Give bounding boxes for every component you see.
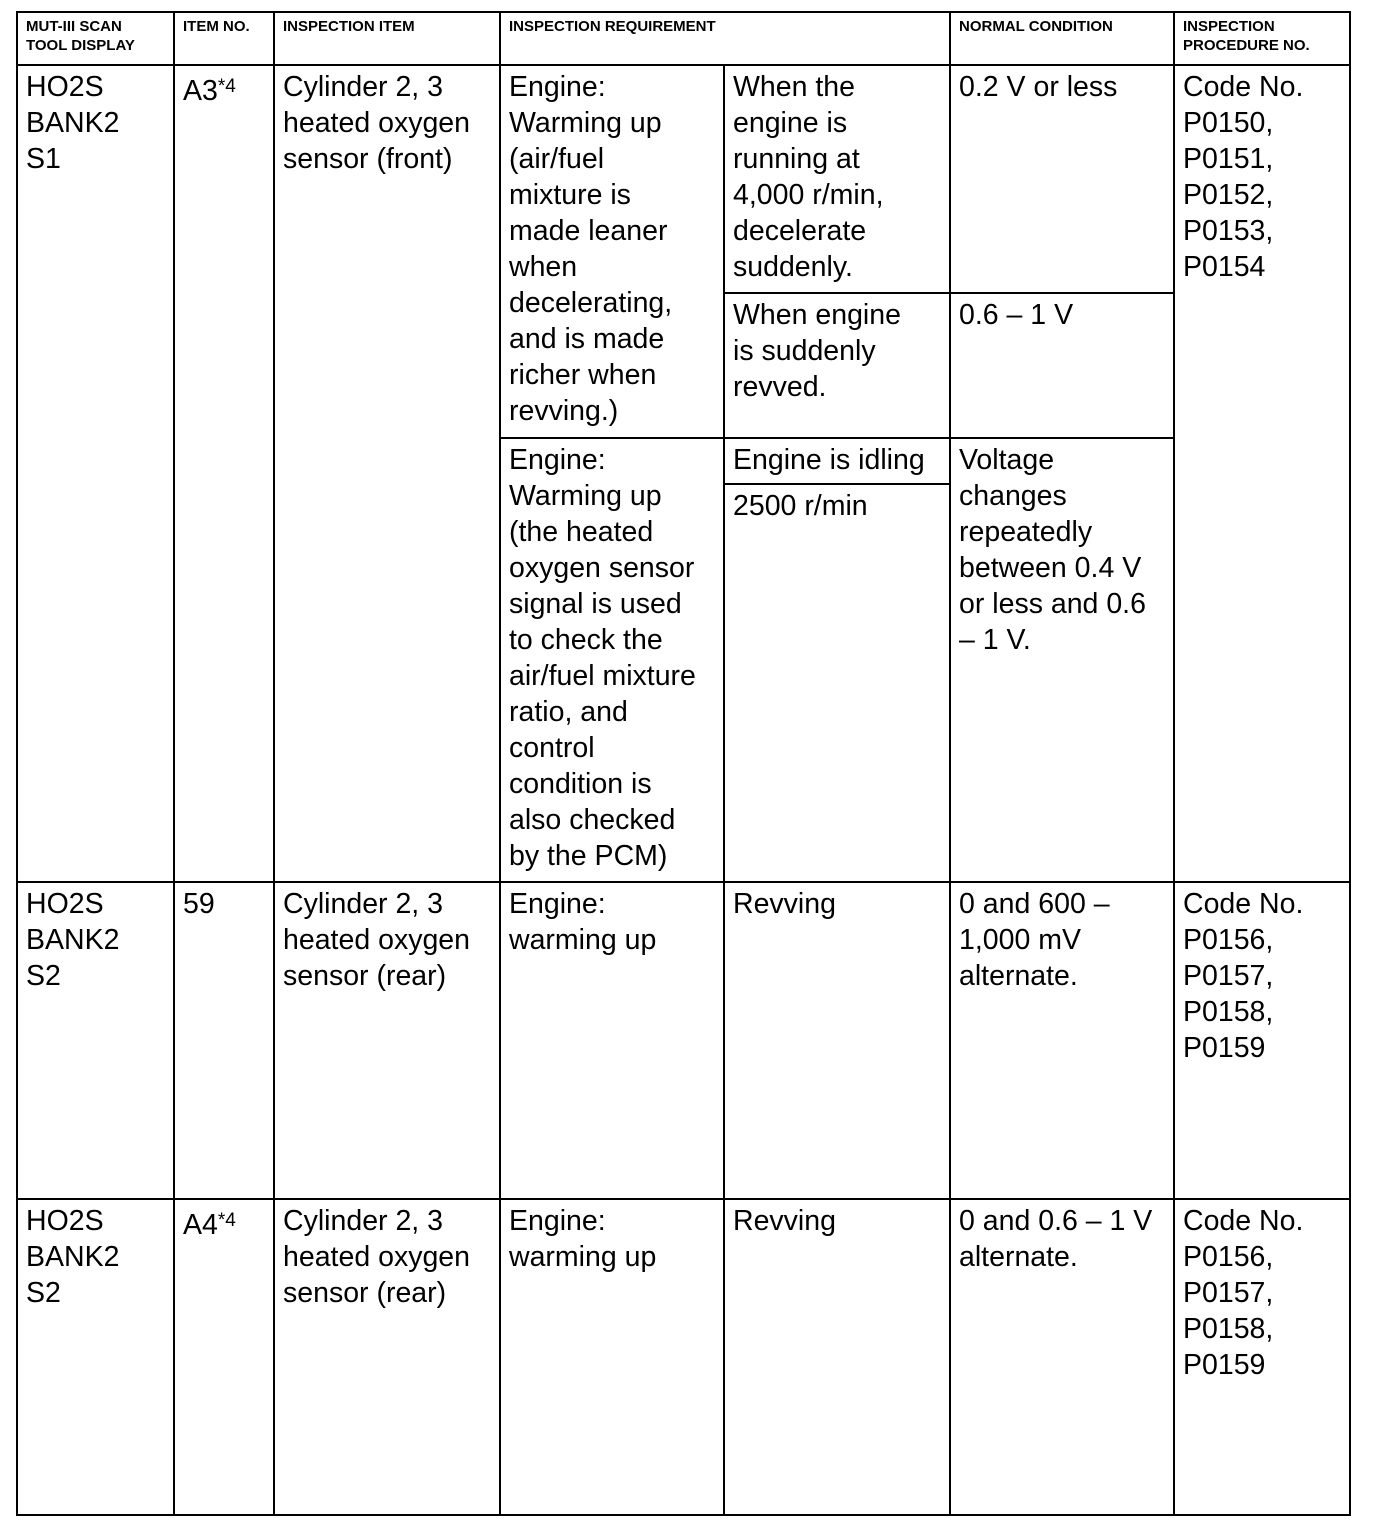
item-no-value: 59	[183, 888, 215, 920]
requirement-detail-cell: Engine is idling	[724, 438, 950, 484]
header-normal-condition: NORMAL CONDITION	[950, 12, 1174, 65]
inspection-table	[16, 11, 1351, 1516]
normal-condition-cell: 0.6 – 1 V	[950, 293, 1174, 438]
procedure-no-cell: Code No. P0150, P0151, P0152, P0153, P0154	[1174, 65, 1350, 882]
requirement-cell: Engine: Warming up (the heated oxygen sensor signal is used to check the air/fuel mixture ratio, and control condition is also checked by the PCM)	[500, 438, 724, 882]
item-no-footnote: *4	[217, 1210, 236, 1231]
header-item-no: ITEM NO.	[174, 12, 274, 65]
header-scan-tool-display: MUT-III SCAN TOOL DISPLAY	[17, 12, 174, 65]
table-row	[17, 882, 1350, 1199]
item-no-cell	[174, 65, 274, 882]
scan-tool-display-cell: HO2S BANK2 S1	[17, 65, 174, 882]
item-no-value: A3	[183, 75, 218, 107]
table-row	[17, 65, 1350, 293]
header-procedure-no: INSPECTION PROCEDURE NO.	[1174, 12, 1350, 65]
header-inspection-requirement: INSPECTION REQUIREMENT	[500, 12, 950, 65]
item-no-cell	[174, 1199, 274, 1515]
normal-condition-cell: Voltage changes repeatedly between 0.4 V or less and 0.6 – 1 V.	[950, 438, 1174, 882]
procedure-no-cell: Code No. P0156, P0157, P0158, P0159	[1174, 882, 1350, 1199]
item-no-cell	[174, 882, 274, 1199]
header-inspection-item: INSPECTION ITEM	[274, 12, 500, 65]
procedure-no-cell: Code No. P0156, P0157, P0158, P0159	[1174, 1199, 1350, 1515]
requirement-detail-cell: When engine is suddenly revved.	[724, 293, 950, 438]
normal-condition-cell: 0 and 600 – 1,000 mV alternate.	[950, 882, 1174, 1199]
requirement-cell: Engine: warming up	[500, 882, 724, 1199]
item-no-footnote: *4	[217, 76, 236, 97]
requirement-detail-cell: When the engine is running at 4,000 r/min, decelerate suddenly.	[724, 65, 950, 293]
table-row	[17, 1199, 1350, 1515]
requirement-detail-cell: 2500 r/min	[724, 484, 950, 882]
inspection-item-cell: Cylinder 2, 3 heated oxygen sensor (rear)	[274, 882, 500, 1199]
item-no-value: A4	[183, 1209, 218, 1241]
requirement-cell: Engine: warming up	[500, 1199, 724, 1515]
inspection-item-cell: Cylinder 2, 3 heated oxygen sensor (rear)	[274, 1199, 500, 1515]
scan-tool-display-cell: HO2S BANK2 S2	[17, 882, 174, 1199]
header-row	[17, 12, 1350, 65]
requirement-detail-cell: Revving	[724, 882, 950, 1199]
requirement-cell: Engine: Warming up (air/fuel mixture is made leaner when decelerating, and is made richer when revving.)	[500, 65, 724, 438]
normal-condition-cell: 0 and 0.6 – 1 V alternate.	[950, 1199, 1174, 1515]
scan-tool-display-cell: HO2S BANK2 S2	[17, 1199, 174, 1515]
requirement-detail-cell: Revving	[724, 1199, 950, 1515]
normal-condition-cell: 0.2 V or less	[950, 65, 1174, 293]
inspection-item-cell: Cylinder 2, 3 heated oxygen sensor (front)	[274, 65, 500, 882]
